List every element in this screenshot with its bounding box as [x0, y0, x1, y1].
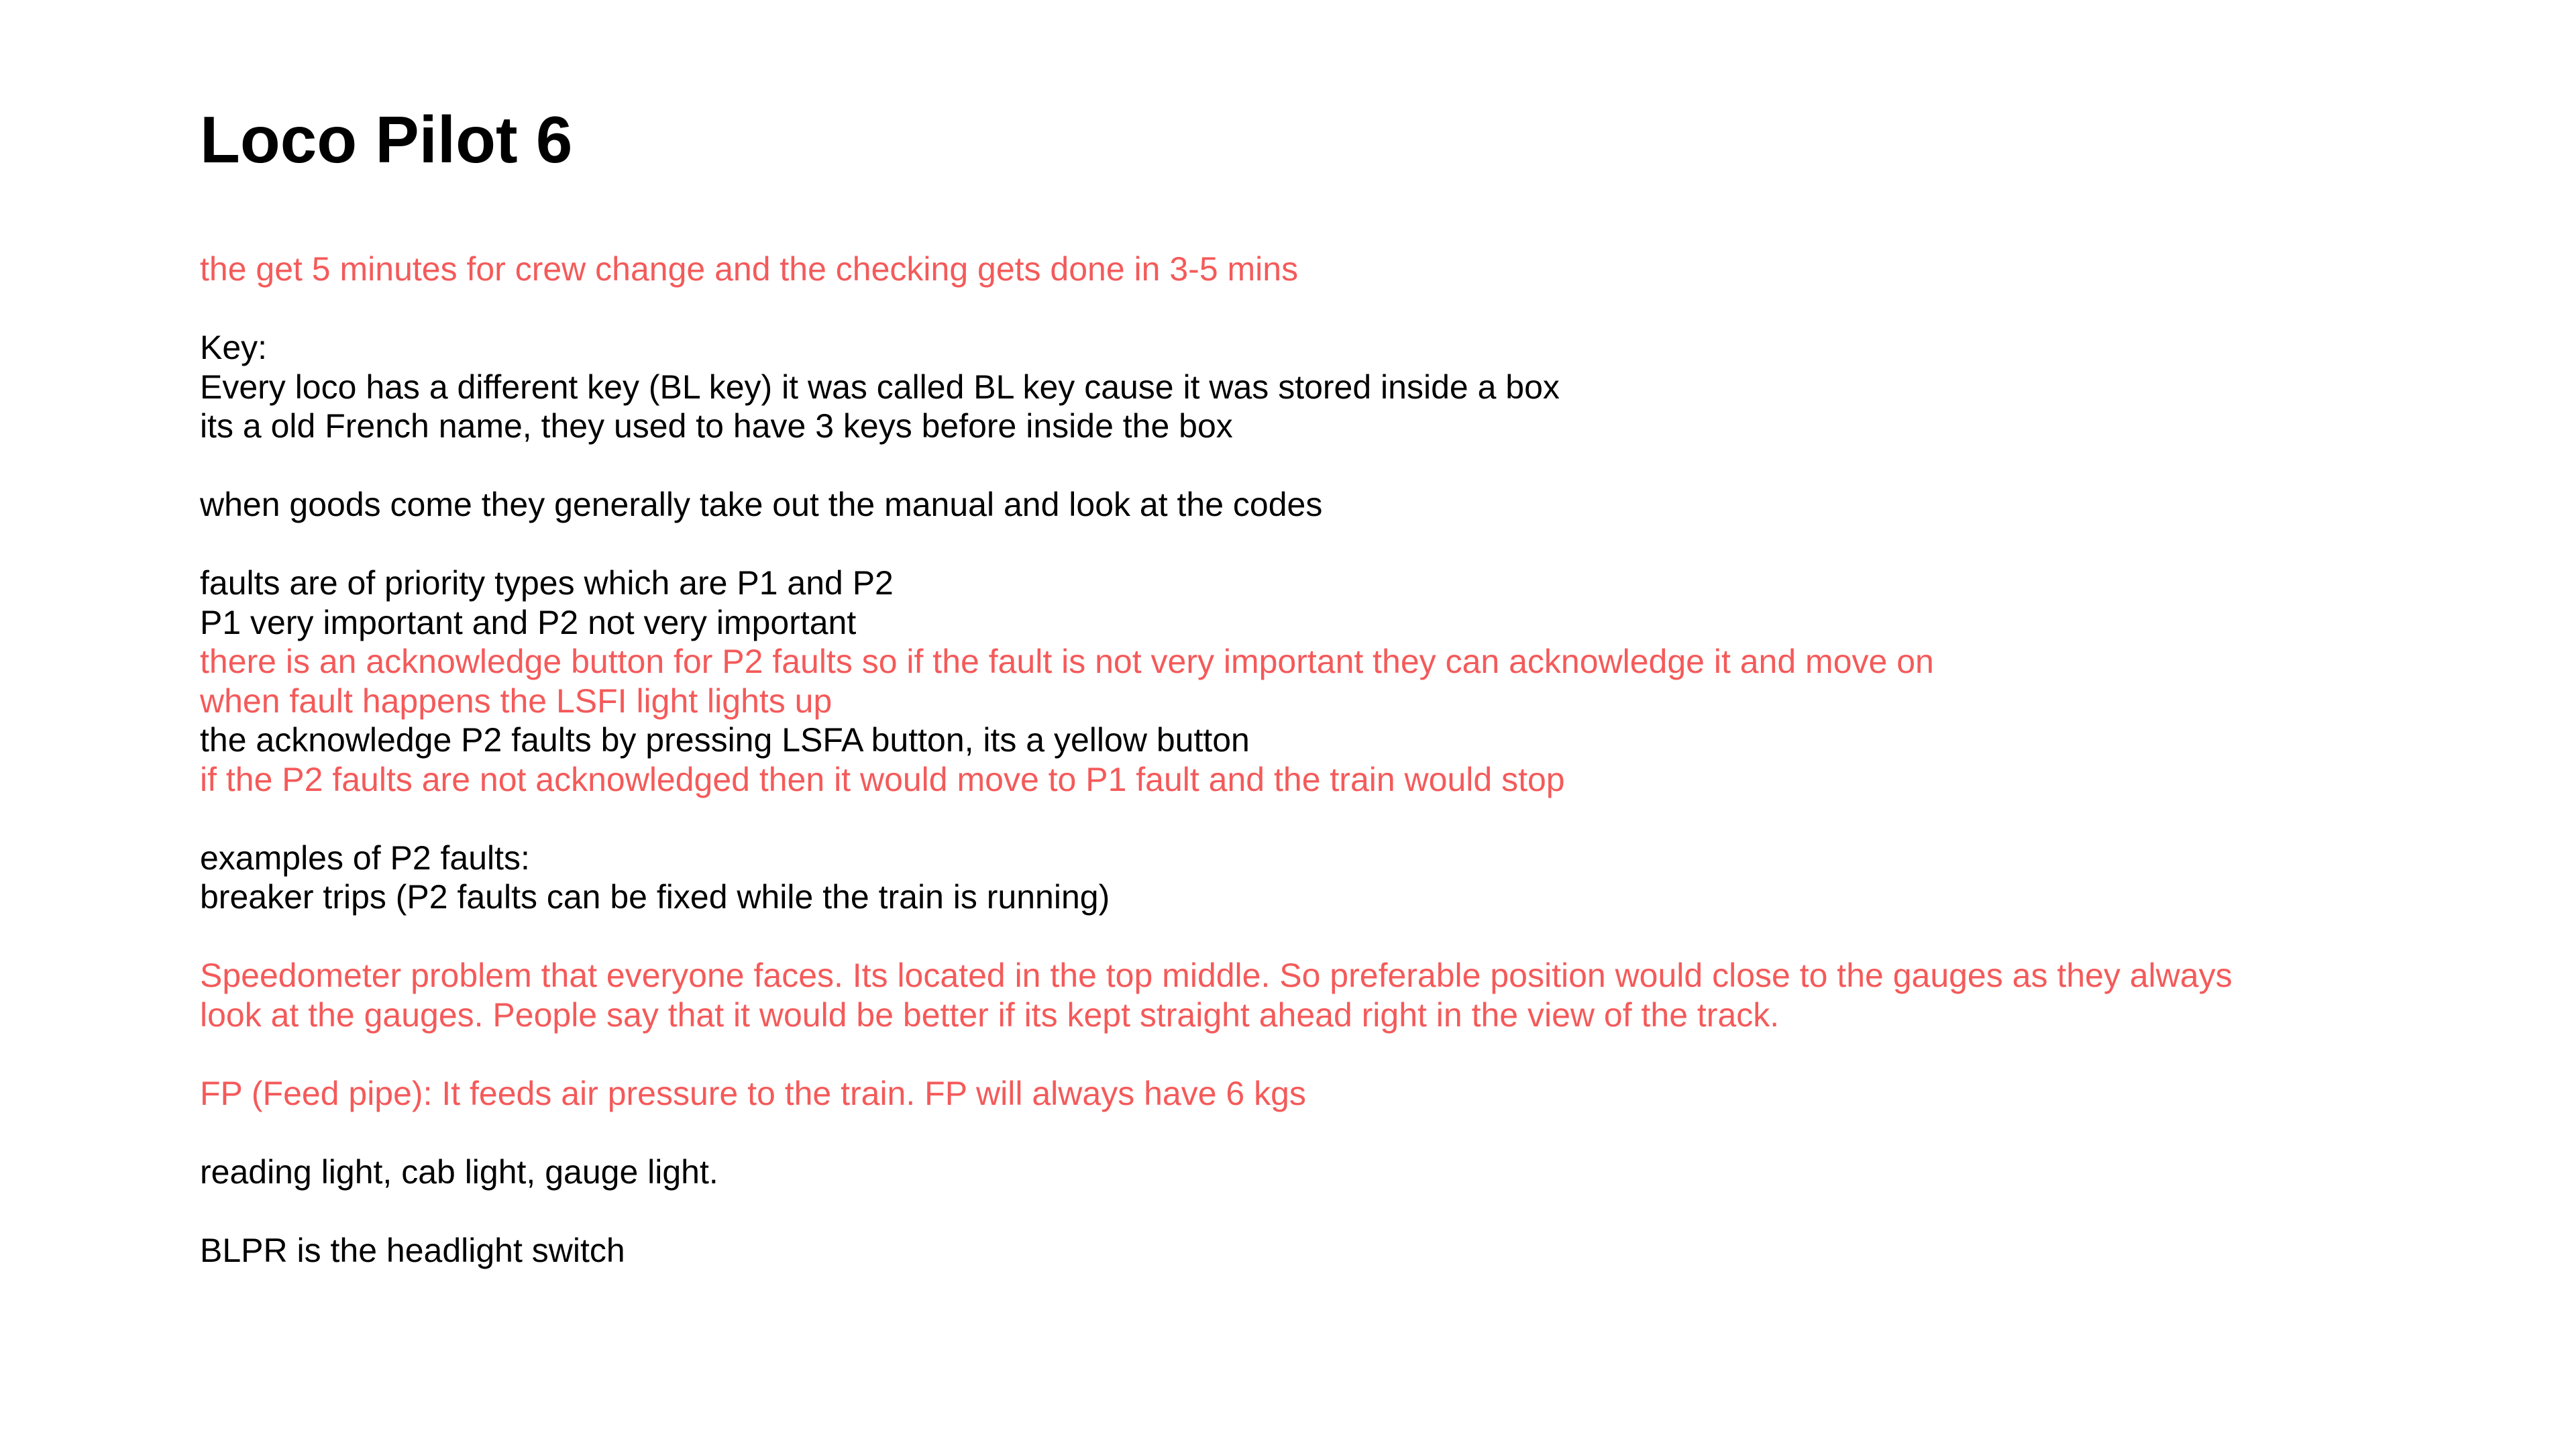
note-line: when fault happens the LSFI light lights up — [200, 682, 833, 720]
note-line: Key: — [200, 329, 268, 366]
note-line: reading light, cab light, gauge light. — [200, 1152, 718, 1191]
notes-body — [200, 250, 2481, 1270]
note-line — [200, 446, 2481, 486]
note-line — [200, 289, 2481, 329]
note-line — [200, 1113, 2481, 1152]
note-line: FP (Feed pipe): It feeds air pressure to the train. FP will always have 6 kgs — [200, 1074, 1306, 1112]
note-line: faults are of priority types which are P1 and P2 — [200, 564, 894, 602]
note-line: Every loco has a different key (BL key) it was called BL key cause it was stored inside a box — [200, 368, 1560, 406]
note-line: Speedometer problem that everyone faces. Its located in the top middle. So preferable position would close to the gauges as they always — [200, 957, 2233, 994]
note-line — [200, 1034, 2481, 1074]
note-line: the get 5 minutes for crew change and the checking gets done in 3-5 mins — [200, 250, 1299, 288]
note-line: its a old French name, they used to have 3 keys before inside the box — [200, 407, 1233, 445]
note-line — [200, 917, 2481, 957]
note-line: P1 very important and P2 not very important — [200, 603, 857, 641]
note-line: the acknowledge P2 faults by pressing LSFA button, its a yellow button — [200, 721, 1250, 759]
note-line: when goods come they generally take out the manual and look at the codes — [200, 486, 1323, 523]
note-line: look at the gauges. People say that it would be better if its kept straight ahead right in the view of the track. — [200, 996, 1780, 1034]
note-line — [200, 525, 2481, 564]
note-line: breaker trips (P2 faults can be fixed while the train is running) — [200, 878, 1110, 916]
note-line: there is an acknowledge button for P2 faults so if the fault is not very important they can acknowledge it and move on — [200, 643, 1934, 680]
page-title: Loco Pilot 6 — [200, 103, 573, 176]
note-line: BLPR is the headlight switch — [200, 1231, 625, 1269]
note-line: if the P2 faults are not acknowledged then it would move to P1 fault and the train would stop — [200, 760, 1565, 798]
note-line — [200, 1191, 2481, 1231]
note-line — [200, 799, 2481, 839]
note-line: examples of P2 faults: — [200, 839, 530, 877]
